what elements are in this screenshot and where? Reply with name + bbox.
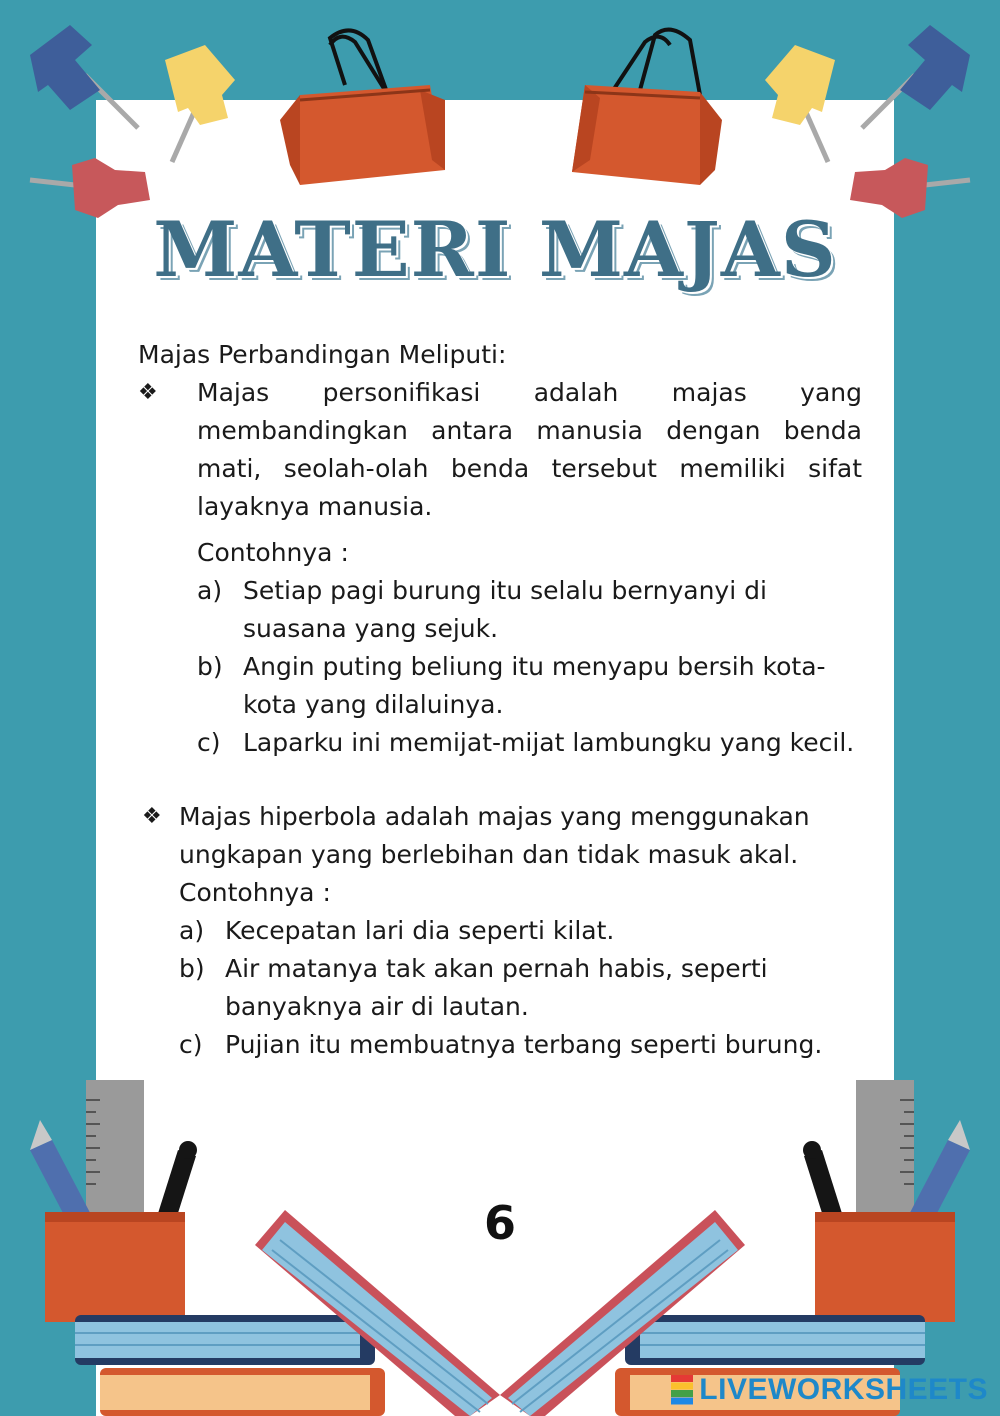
pencil-cup-icon bbox=[45, 1212, 185, 1322]
example-label: Contohnya : bbox=[197, 538, 349, 567]
section-hiperbola bbox=[138, 798, 862, 1064]
list-item bbox=[179, 1026, 862, 1064]
list-item bbox=[179, 912, 862, 950]
item-label: c) bbox=[179, 1030, 203, 1059]
item-label: a) bbox=[179, 916, 205, 945]
item-text: Angin puting beliung itu menyapu bersih kota-kota yang dilaluinya. bbox=[243, 652, 826, 719]
page-title: MATERI MAJAS bbox=[153, 205, 837, 294]
definition-text: Majas personifikasi adalah majas yang membandingkan antara manusia dengan benda mati, seolah-olah benda tersebut memiliki sifat layaknya manusia. bbox=[197, 378, 862, 521]
push-pin-icon bbox=[765, 45, 835, 162]
intro-text: Majas Perbandingan Meliputi: bbox=[138, 340, 507, 369]
list-item bbox=[197, 572, 862, 648]
page-number: 6 bbox=[483, 1196, 516, 1250]
item-text: Laparku ini memijat-mijat lambungku yang kecil. bbox=[243, 728, 855, 757]
diamond-bullet-icon: ❖ bbox=[138, 380, 158, 405]
example-label: Contohnya : bbox=[179, 878, 331, 907]
binder-clip-icon bbox=[572, 30, 722, 185]
watermark-text: LIVEWORKSHEETS bbox=[699, 1373, 988, 1406]
item-text: Pujian itu membuatnya terbang seperti burung. bbox=[225, 1030, 823, 1059]
item-text: Setiap pagi burung itu selalu bernyanyi di suasana yang sejuk. bbox=[243, 576, 767, 643]
item-label: b) bbox=[179, 954, 205, 983]
example-list bbox=[197, 572, 862, 762]
item-label: b) bbox=[197, 652, 223, 681]
binder-clip-icon bbox=[280, 30, 445, 185]
item-label: a) bbox=[197, 576, 223, 605]
diamond-bullet-icon: ❖ bbox=[142, 804, 162, 829]
item-text: Kecepatan lari dia seperti kilat. bbox=[225, 916, 615, 945]
list-item bbox=[197, 724, 862, 762]
push-pin-icon bbox=[862, 25, 970, 128]
list-item bbox=[197, 648, 862, 724]
definition-text: Majas hiperbola adalah majas yang menggunakan ungkapan yang berlebihan dan tidak masuk akal. bbox=[179, 802, 810, 869]
book-stack-icon bbox=[75, 1315, 385, 1416]
liveworksheets-logo-icon bbox=[671, 1375, 693, 1405]
content-body bbox=[138, 336, 862, 1064]
item-text: Air matanya tak akan pernah habis, seperti banyaknya air di lautan. bbox=[225, 954, 768, 1021]
pencil-cup-icon bbox=[815, 1212, 955, 1322]
example-list bbox=[179, 912, 862, 1064]
push-pin-icon bbox=[30, 25, 138, 128]
liveworksheets-watermark[interactable] bbox=[671, 1370, 988, 1410]
list-item bbox=[179, 950, 862, 1026]
push-pin-icon bbox=[165, 45, 235, 162]
section-personifikasi bbox=[138, 374, 862, 762]
item-label: c) bbox=[197, 728, 221, 757]
